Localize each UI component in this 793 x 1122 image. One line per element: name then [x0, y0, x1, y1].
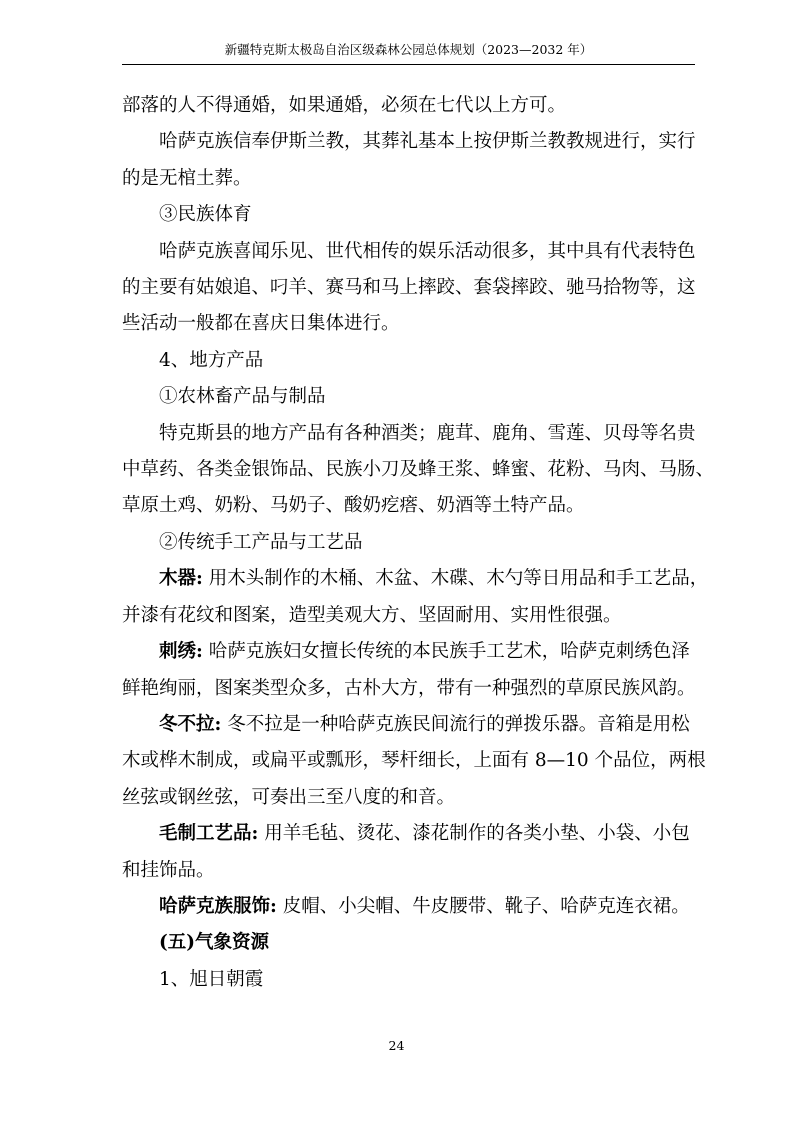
- term-label: 木器:: [159, 568, 203, 590]
- text-line: 些活动一般都在喜庆日集体进行。: [122, 313, 400, 335]
- document-body: [122, 88, 715, 998]
- text-line: 毛制工艺品: 用羊毛毡、烫花、漆花制作的各类小垫、小袋、小包: [159, 823, 690, 845]
- text-line: 刺绣: 哈萨克族妇女擅长传统的本民族手工艺术，哈萨克刺绣色泽: [159, 641, 690, 663]
- term-label: 毛制工艺品:: [159, 823, 259, 845]
- page-header: 新疆特克斯太极岛自治区级森林公园总体规划（2023—2032 年）: [224, 42, 593, 57]
- subheading: ①农林畜产品与制品: [159, 386, 326, 408]
- text-line: 木或桦木制成，或扁平或瓢形，琴杆细长，上面有 8—10 个品位，两根: [122, 750, 706, 772]
- text-line: 并漆有花纹和图案，造型美观大方、坚固耐用、实用性很强。: [122, 604, 622, 626]
- subheading: ③民族体育: [159, 204, 252, 226]
- text-line: 中草药、各类金银饰品、民族小刀及蜂王浆、蜂蜜、花粉、马肉、马肠、: [122, 459, 715, 481]
- section-heading: 4、地方产品: [159, 349, 264, 371]
- term-label: 冬不拉:: [159, 713, 222, 735]
- text-line: 的是无棺土葬。: [122, 167, 252, 189]
- section-heading: (五)气象资源: [159, 932, 270, 954]
- subheading: ②传统手工产品与工艺品: [159, 531, 363, 553]
- section-heading: 1、旭日朝霞: [159, 968, 264, 990]
- text-line: 特克斯县的地方产品有各种酒类；鹿茸、鹿角、雪莲、贝母等名贵: [159, 422, 696, 444]
- term-label: 哈萨克族服饰:: [159, 895, 277, 917]
- text-line: 冬不拉: 冬不拉是一种哈萨克族民间流行的弹拨乐器。音箱是用松: [159, 713, 690, 735]
- term-label: 刺绣:: [159, 641, 203, 663]
- page-number: 24: [388, 1038, 405, 1053]
- text-line: 鲜艳绚丽，图案类型众多，古朴大方，带有一种强烈的草原民族风韵。: [122, 677, 696, 699]
- text-line: 草原土鸡、奶粉、马奶子、酸奶疙瘩、奶酒等土特产品。: [122, 495, 585, 517]
- text-line: 哈萨克族喜闻乐见、世代相传的娱乐活动很多，其中具有代表特色: [159, 240, 696, 262]
- text-line: 哈萨克族服饰: 皮帽、小尖帽、牛皮腰带、靴子、哈萨克连衣裙。: [159, 895, 690, 917]
- text-line: 和挂饰品。: [122, 859, 215, 881]
- text-line: 哈萨克族信奉伊斯兰教，其葬礼基本上按伊斯兰教教规进行，实行: [159, 131, 696, 153]
- header-rule: [122, 64, 695, 65]
- text-line: 丝弦或钢丝弦，可奏出三至八度的和音。: [122, 786, 456, 808]
- text-line: 的主要有姑娘追、叼羊、赛马和马上摔跤、套袋摔跤、驰马拾物等，这: [122, 277, 696, 299]
- text-line: 木器: 用木头制作的木桶、木盆、木碟、木勺等日用品和手工艺品，: [159, 568, 709, 590]
- text-line: 部落的人不得通婚，如果通婚，必须在七代以上方可。: [122, 95, 567, 116]
